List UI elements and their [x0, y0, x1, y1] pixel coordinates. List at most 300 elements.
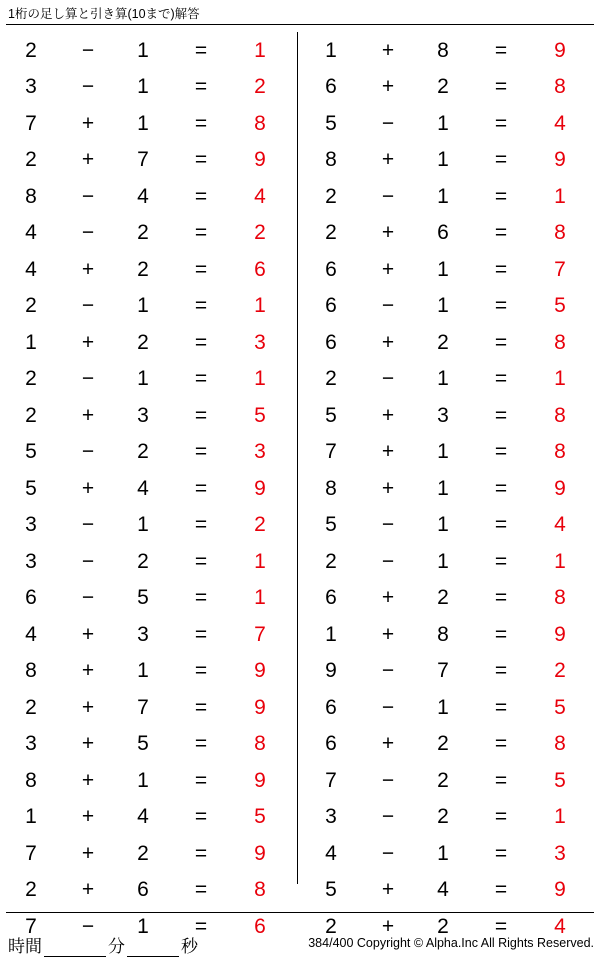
problem-row	[300, 616, 600, 653]
equals-sign: =	[494, 367, 508, 391]
answer: 2	[254, 221, 266, 245]
operator: +	[81, 148, 95, 172]
operator: −	[381, 367, 395, 391]
operand-b: 4	[137, 476, 149, 500]
problem-row	[300, 324, 600, 361]
operand-b: 4	[137, 184, 149, 208]
equals-sign: =	[194, 330, 208, 354]
problem-row	[0, 434, 300, 471]
equals-sign: =	[194, 257, 208, 281]
answer: 6	[254, 914, 266, 938]
operand-a: 5	[325, 513, 337, 537]
operator: +	[381, 914, 395, 938]
operand-b: 1	[437, 841, 449, 865]
operator: −	[381, 513, 395, 537]
operator: −	[381, 841, 395, 865]
operator: +	[81, 732, 95, 756]
problem-row	[0, 762, 300, 799]
problem-column-right	[300, 32, 600, 945]
equals-sign: =	[494, 403, 508, 427]
equals-sign: =	[494, 476, 508, 500]
operand-b: 1	[137, 659, 149, 683]
answer: 1	[554, 184, 566, 208]
operator: −	[81, 586, 95, 610]
operator: +	[81, 659, 95, 683]
equals-sign: =	[494, 330, 508, 354]
equals-sign: =	[494, 586, 508, 610]
operand-b: 3	[437, 403, 449, 427]
equals-sign: =	[494, 841, 508, 865]
operand-a: 6	[325, 330, 337, 354]
footer-divider	[6, 912, 594, 913]
operand-b: 1	[437, 294, 449, 318]
answer: 9	[554, 878, 566, 902]
operand-a: 3	[25, 732, 37, 756]
answer: 9	[554, 38, 566, 62]
minutes-label: 分	[108, 937, 125, 956]
problem-row	[0, 799, 300, 836]
equals-sign: =	[494, 257, 508, 281]
equals-sign: =	[194, 148, 208, 172]
operator: +	[381, 257, 395, 281]
operand-a: 3	[25, 549, 37, 573]
operand-b: 2	[437, 805, 449, 829]
problem-row	[300, 142, 600, 179]
operator: −	[381, 695, 395, 719]
equals-sign: =	[194, 549, 208, 573]
equals-sign: =	[494, 695, 508, 719]
operand-b: 2	[437, 586, 449, 610]
operator: +	[381, 622, 395, 646]
operand-b: 5	[137, 732, 149, 756]
operand-b: 8	[437, 622, 449, 646]
problem-row	[0, 215, 300, 252]
operand-b: 1	[437, 184, 449, 208]
operand-b: 7	[137, 148, 149, 172]
problem-row	[0, 470, 300, 507]
operand-b: 1	[437, 148, 449, 172]
operator: −	[381, 659, 395, 683]
operator: +	[381, 330, 395, 354]
problem-row	[300, 288, 600, 325]
equals-sign: =	[194, 476, 208, 500]
operand-b: 3	[137, 622, 149, 646]
problem-row	[0, 324, 300, 361]
operand-b: 1	[137, 75, 149, 99]
operand-b: 4	[137, 805, 149, 829]
answer: 3	[254, 440, 266, 464]
operator: −	[381, 184, 395, 208]
operand-a: 6	[325, 75, 337, 99]
operator: +	[381, 732, 395, 756]
answer: 7	[554, 257, 566, 281]
operator: −	[381, 549, 395, 573]
operand-a: 2	[25, 878, 37, 902]
problem-row	[300, 32, 600, 69]
operand-b: 1	[437, 367, 449, 391]
answer: 2	[254, 513, 266, 537]
equals-sign: =	[494, 184, 508, 208]
header-divider	[6, 24, 594, 25]
problem-row	[300, 872, 600, 909]
operator: +	[81, 768, 95, 792]
answer: 5	[254, 805, 266, 829]
copyright-notice: 384/400 Copyright © Alpha.Inc All Rights Reserved.	[308, 936, 594, 950]
answer: 9	[554, 476, 566, 500]
problem-columns	[0, 32, 600, 945]
problem-row	[300, 434, 600, 471]
problem-row	[0, 105, 300, 142]
answer: 7	[254, 622, 266, 646]
problem-row	[300, 543, 600, 580]
equals-sign: =	[494, 294, 508, 318]
problem-row	[0, 580, 300, 617]
operand-b: 2	[437, 768, 449, 792]
operator: +	[381, 440, 395, 464]
problem-row	[300, 361, 600, 398]
time-label: 時間	[8, 937, 42, 956]
operator: +	[381, 476, 395, 500]
operand-a: 5	[25, 440, 37, 464]
answer: 1	[254, 294, 266, 318]
equals-sign: =	[194, 586, 208, 610]
problem-row	[300, 835, 600, 872]
operator: +	[381, 38, 395, 62]
answer: 3	[554, 841, 566, 865]
equals-sign: =	[194, 440, 208, 464]
problem-row	[0, 69, 300, 106]
answer: 8	[554, 403, 566, 427]
operand-a: 1	[325, 622, 337, 646]
problem-row	[300, 69, 600, 106]
operand-a: 2	[25, 294, 37, 318]
operand-b: 2	[137, 549, 149, 573]
answer: 8	[554, 586, 566, 610]
operand-b: 1	[437, 476, 449, 500]
problem-row	[0, 872, 300, 909]
operand-a: 6	[325, 586, 337, 610]
equals-sign: =	[194, 294, 208, 318]
answer: 5	[254, 403, 266, 427]
answer: 1	[554, 367, 566, 391]
operand-a: 2	[25, 695, 37, 719]
operand-a: 7	[25, 914, 37, 938]
equals-sign: =	[194, 878, 208, 902]
equals-sign: =	[194, 403, 208, 427]
problem-row	[300, 762, 600, 799]
operand-b: 7	[437, 659, 449, 683]
operand-b: 1	[137, 914, 149, 938]
operand-a: 2	[325, 549, 337, 573]
equals-sign: =	[494, 440, 508, 464]
operand-a: 6	[25, 586, 37, 610]
equals-sign: =	[494, 38, 508, 62]
problem-row	[0, 653, 300, 690]
operator: −	[81, 75, 95, 99]
operator: −	[381, 294, 395, 318]
operator: +	[381, 586, 395, 610]
operator: −	[381, 111, 395, 135]
operator: +	[81, 622, 95, 646]
equals-sign: =	[194, 111, 208, 135]
equals-sign: =	[194, 513, 208, 537]
answer: 4	[554, 111, 566, 135]
seconds-label: 秒	[181, 937, 198, 956]
problem-row	[300, 580, 600, 617]
operand-b: 6	[437, 221, 449, 245]
operand-a: 1	[25, 805, 37, 829]
equals-sign: =	[494, 221, 508, 245]
problem-row	[0, 689, 300, 726]
operand-b: 1	[137, 513, 149, 537]
operator: +	[81, 841, 95, 865]
operand-a: 1	[325, 38, 337, 62]
equals-sign: =	[194, 367, 208, 391]
operator: −	[81, 221, 95, 245]
answer: 4	[554, 513, 566, 537]
operand-b: 1	[137, 768, 149, 792]
problem-row	[300, 251, 600, 288]
operand-a: 1	[25, 330, 37, 354]
equals-sign: =	[494, 805, 508, 829]
operator: +	[381, 148, 395, 172]
problem-row	[300, 799, 600, 836]
answer: 9	[254, 768, 266, 792]
problem-row	[0, 251, 300, 288]
problem-row	[0, 178, 300, 215]
answer: 8	[554, 732, 566, 756]
operand-a: 4	[25, 257, 37, 281]
answer: 2	[254, 75, 266, 99]
problem-row	[0, 507, 300, 544]
answer: 9	[554, 622, 566, 646]
operand-a: 7	[325, 768, 337, 792]
answer: 9	[254, 659, 266, 683]
operand-a: 6	[325, 695, 337, 719]
operand-a: 4	[25, 221, 37, 245]
operand-a: 6	[325, 294, 337, 318]
operator: −	[81, 440, 95, 464]
problem-row	[0, 726, 300, 763]
operator: +	[81, 403, 95, 427]
problem-row	[0, 288, 300, 325]
operand-b: 4	[437, 878, 449, 902]
answer: 9	[254, 476, 266, 500]
operand-a: 3	[25, 75, 37, 99]
operand-a: 2	[25, 38, 37, 62]
operand-b: 1	[437, 695, 449, 719]
answer: 8	[554, 221, 566, 245]
equals-sign: =	[494, 878, 508, 902]
operator: −	[81, 294, 95, 318]
operand-a: 8	[25, 659, 37, 683]
operand-b: 2	[137, 841, 149, 865]
equals-sign: =	[494, 622, 508, 646]
answer: 1	[254, 367, 266, 391]
equals-sign: =	[194, 768, 208, 792]
operand-a: 7	[325, 440, 337, 464]
answer: 1	[254, 38, 266, 62]
operand-b: 2	[437, 732, 449, 756]
operator: +	[81, 257, 95, 281]
operator: +	[81, 695, 95, 719]
equals-sign: =	[494, 914, 508, 938]
operand-a: 6	[325, 732, 337, 756]
operand-a: 2	[25, 403, 37, 427]
equals-sign: =	[494, 659, 508, 683]
equals-sign: =	[194, 659, 208, 683]
operand-a: 5	[325, 403, 337, 427]
problem-row	[0, 835, 300, 872]
answer: 8	[554, 330, 566, 354]
operand-b: 1	[437, 257, 449, 281]
operator: +	[381, 878, 395, 902]
operand-b: 1	[137, 294, 149, 318]
operand-a: 8	[325, 476, 337, 500]
operand-a: 5	[25, 476, 37, 500]
equals-sign: =	[194, 695, 208, 719]
problem-row	[300, 726, 600, 763]
equals-sign: =	[194, 184, 208, 208]
operand-b: 1	[437, 513, 449, 537]
operand-a: 8	[25, 768, 37, 792]
equals-sign: =	[194, 841, 208, 865]
operand-a: 2	[325, 184, 337, 208]
operator: −	[81, 513, 95, 537]
equals-sign: =	[494, 549, 508, 573]
answer: 8	[554, 440, 566, 464]
problem-row	[300, 178, 600, 215]
equals-sign: =	[494, 513, 508, 537]
equals-sign: =	[194, 221, 208, 245]
answer: 6	[254, 257, 266, 281]
operand-b: 5	[137, 586, 149, 610]
problem-row	[300, 653, 600, 690]
page-title: 1桁の足し算と引き算(10まで)解答	[8, 7, 200, 21]
operator: −	[381, 768, 395, 792]
equals-sign: =	[194, 38, 208, 62]
answer: 5	[554, 695, 566, 719]
operand-b: 2	[137, 257, 149, 281]
operand-a: 2	[25, 148, 37, 172]
equals-sign: =	[494, 111, 508, 135]
operator: +	[381, 221, 395, 245]
operand-a: 3	[25, 513, 37, 537]
operator: +	[381, 403, 395, 427]
problem-row	[300, 470, 600, 507]
operand-b: 1	[437, 549, 449, 573]
problem-row	[300, 397, 600, 434]
operator: +	[381, 75, 395, 99]
operand-a: 2	[325, 914, 337, 938]
equals-sign: =	[194, 914, 208, 938]
operand-b: 1	[137, 111, 149, 135]
page-footer	[0, 920, 600, 956]
problem-row	[0, 32, 300, 69]
answer: 8	[254, 732, 266, 756]
operator: +	[81, 476, 95, 500]
equals-sign: =	[194, 75, 208, 99]
answer: 4	[554, 914, 566, 938]
operand-a: 4	[25, 622, 37, 646]
operand-a: 2	[25, 367, 37, 391]
answer: 3	[254, 330, 266, 354]
seconds-blank[interactable]	[127, 941, 179, 957]
operand-a: 3	[325, 805, 337, 829]
answer: 8	[254, 878, 266, 902]
operator: +	[81, 111, 95, 135]
operand-a: 2	[325, 221, 337, 245]
operator: −	[81, 367, 95, 391]
problem-row	[300, 105, 600, 142]
answer: 1	[254, 586, 266, 610]
operand-a: 5	[325, 111, 337, 135]
answer: 9	[254, 695, 266, 719]
operand-a: 9	[325, 659, 337, 683]
answer: 1	[254, 549, 266, 573]
operand-b: 2	[437, 914, 449, 938]
equals-sign: =	[194, 732, 208, 756]
operator: −	[81, 914, 95, 938]
operand-b: 1	[137, 38, 149, 62]
operator: −	[81, 549, 95, 573]
operand-a: 2	[325, 367, 337, 391]
operand-a: 8	[25, 184, 37, 208]
answer: 8	[254, 111, 266, 135]
equals-sign: =	[494, 148, 508, 172]
answer: 8	[554, 75, 566, 99]
answer: 1	[554, 805, 566, 829]
problem-row	[0, 543, 300, 580]
operand-b: 1	[437, 111, 449, 135]
operator: −	[81, 184, 95, 208]
equals-sign: =	[494, 732, 508, 756]
problem-row	[300, 689, 600, 726]
operator: −	[381, 805, 395, 829]
minutes-blank[interactable]	[44, 941, 106, 957]
problem-column-left	[0, 32, 300, 945]
answer: 5	[554, 294, 566, 318]
problem-row	[300, 215, 600, 252]
equals-sign: =	[194, 805, 208, 829]
answer: 9	[254, 841, 266, 865]
time-entry	[8, 932, 198, 957]
answer: 9	[254, 148, 266, 172]
operand-b: 2	[137, 330, 149, 354]
answer: 1	[554, 549, 566, 573]
operand-b: 8	[437, 38, 449, 62]
operand-a: 5	[325, 878, 337, 902]
equals-sign: =	[494, 75, 508, 99]
operand-b: 7	[137, 695, 149, 719]
operand-b: 2	[137, 221, 149, 245]
problem-row	[0, 397, 300, 434]
operand-b: 3	[137, 403, 149, 427]
operand-a: 4	[325, 841, 337, 865]
operand-a: 6	[325, 257, 337, 281]
answer: 4	[254, 184, 266, 208]
operand-b: 2	[437, 75, 449, 99]
operand-b: 1	[137, 367, 149, 391]
operand-b: 6	[137, 878, 149, 902]
operand-b: 2	[437, 330, 449, 354]
operand-a: 7	[25, 111, 37, 135]
answer: 2	[554, 659, 566, 683]
problem-row	[0, 361, 300, 398]
operand-a: 7	[25, 841, 37, 865]
operand-a: 8	[325, 148, 337, 172]
operator: +	[81, 805, 95, 829]
